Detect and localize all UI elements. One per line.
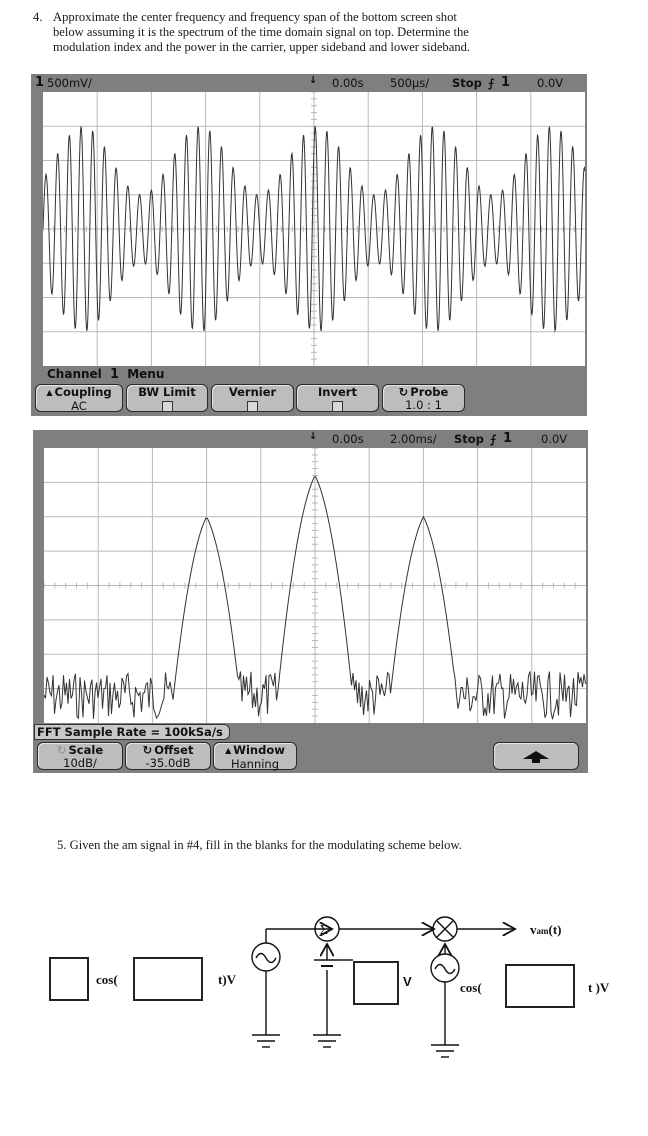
question-line: Approximate the center frequency and frequency span of the bottom screen shot [53, 10, 457, 24]
time-per-div: 500µs/ [390, 76, 430, 90]
checkbox-icon[interactable] [162, 401, 173, 412]
coupling-softkey[interactable] [35, 384, 123, 412]
scope-status-bar [31, 74, 587, 92]
scope-status-bar [33, 430, 588, 448]
trigger-source: 1 [501, 75, 511, 90]
scope-time-domain [31, 74, 587, 416]
rotate-knob-icon: ↻ [398, 385, 409, 399]
up-arrow-icon [521, 750, 551, 764]
question-line: modulation index and the power in the carrier, upper sideband and lower sideband. [53, 40, 471, 54]
v-label: V [403, 974, 412, 989]
question-5: 5. Given the am signal in #4, fill in the blanks for the modulating scheme below. [57, 838, 462, 852]
question-line: below assuming it is the spectrum of the time domain signal on top. Determine the [53, 25, 469, 39]
sum-icon: Σ [320, 923, 329, 938]
trigger-slope-icon: ⨍ [490, 432, 497, 446]
menu-title-suffix: Menu [127, 367, 165, 381]
channel-number: 1 [35, 75, 45, 90]
menu-title [47, 367, 164, 382]
trigger-edge-icon: ↓ [309, 75, 318, 86]
fft-sample-rate-label: FFT Sample Rate = 100kSa/s [34, 724, 230, 740]
output-label-suffix: (t) [548, 922, 562, 937]
softkey-label: Coupling [54, 385, 112, 399]
softkey-label: Invert [318, 385, 357, 399]
cos-label-1: cos( [96, 972, 118, 987]
softkey-value: 10dB/ [63, 756, 97, 770]
trigger-slope-icon: ⨍ [488, 76, 495, 90]
softkey-label: Window [233, 743, 285, 757]
checkbox-icon[interactable] [332, 401, 343, 412]
softkey-label: BW Limit [138, 385, 196, 399]
run-state: Stop [452, 76, 482, 90]
volts-per-div: 500mV/ [47, 76, 92, 90]
trigger-source: 1 [503, 431, 513, 446]
bw-limit-softkey[interactable] [126, 384, 208, 412]
up-triangle-icon: ▲ [46, 388, 53, 397]
trigger-level: 0.0V [541, 432, 568, 446]
softkey-label: Offset [154, 743, 194, 757]
time-offset: 0.00s [332, 76, 364, 90]
cos-label-2: cos( [460, 980, 482, 995]
frequency-blank-2[interactable] [505, 964, 575, 1008]
checkbox-icon[interactable] [247, 401, 258, 412]
question-number: 4. [33, 10, 43, 24]
menu-up-softkey[interactable] [493, 742, 579, 770]
trigger-edge-icon: ↓ [309, 431, 318, 442]
up-triangle-icon: ▲ [225, 746, 232, 755]
window-softkey[interactable] [213, 742, 297, 770]
output-label-v: v [530, 922, 537, 937]
time-offset: 0.00s [332, 432, 364, 446]
menu-title-channel: 1 [109, 367, 120, 382]
waveform-plot [43, 92, 585, 366]
amplitude-blank-1[interactable] [49, 957, 89, 1001]
softkey-value: 1.0 : 1 [405, 398, 442, 412]
waveform-grid [43, 92, 585, 366]
run-state: Stop [454, 432, 484, 446]
vernier-softkey[interactable] [211, 384, 294, 412]
scale-softkey[interactable] [37, 742, 123, 770]
softkey-value: Hanning [230, 757, 280, 771]
spectrum-plot [44, 448, 586, 723]
dc-offset-blank[interactable] [353, 961, 399, 1005]
softkey-label: Probe [410, 385, 449, 399]
rotate-knob-icon-dim: ↻ [56, 743, 67, 757]
channel-menu [31, 366, 587, 416]
probe-softkey[interactable] [382, 384, 465, 412]
offset-softkey[interactable] [125, 742, 211, 770]
am-modulator-diagram [40, 900, 620, 1070]
trigger-level: 0.0V [537, 76, 564, 90]
softkey-label: Vernier [228, 385, 277, 399]
softkey-value: AC [71, 399, 87, 413]
frequency-blank-1[interactable] [133, 957, 203, 1001]
softkey-value: -35.0dB [145, 756, 191, 770]
tv-label-2: t )V [588, 980, 610, 995]
softkey-label: Scale [68, 743, 104, 757]
output-label-sub: am [536, 926, 549, 936]
invert-softkey[interactable] [296, 384, 379, 412]
time-per-div: 2.00ms/ [390, 432, 437, 446]
fft-menu [33, 723, 588, 773]
tv-label-1: t)V [218, 972, 237, 987]
scope-fft [33, 430, 588, 773]
spectrum-grid [44, 448, 586, 723]
menu-title-text: Channel [47, 367, 102, 381]
output-label [530, 922, 562, 938]
rotate-knob-icon: ↻ [142, 743, 153, 757]
